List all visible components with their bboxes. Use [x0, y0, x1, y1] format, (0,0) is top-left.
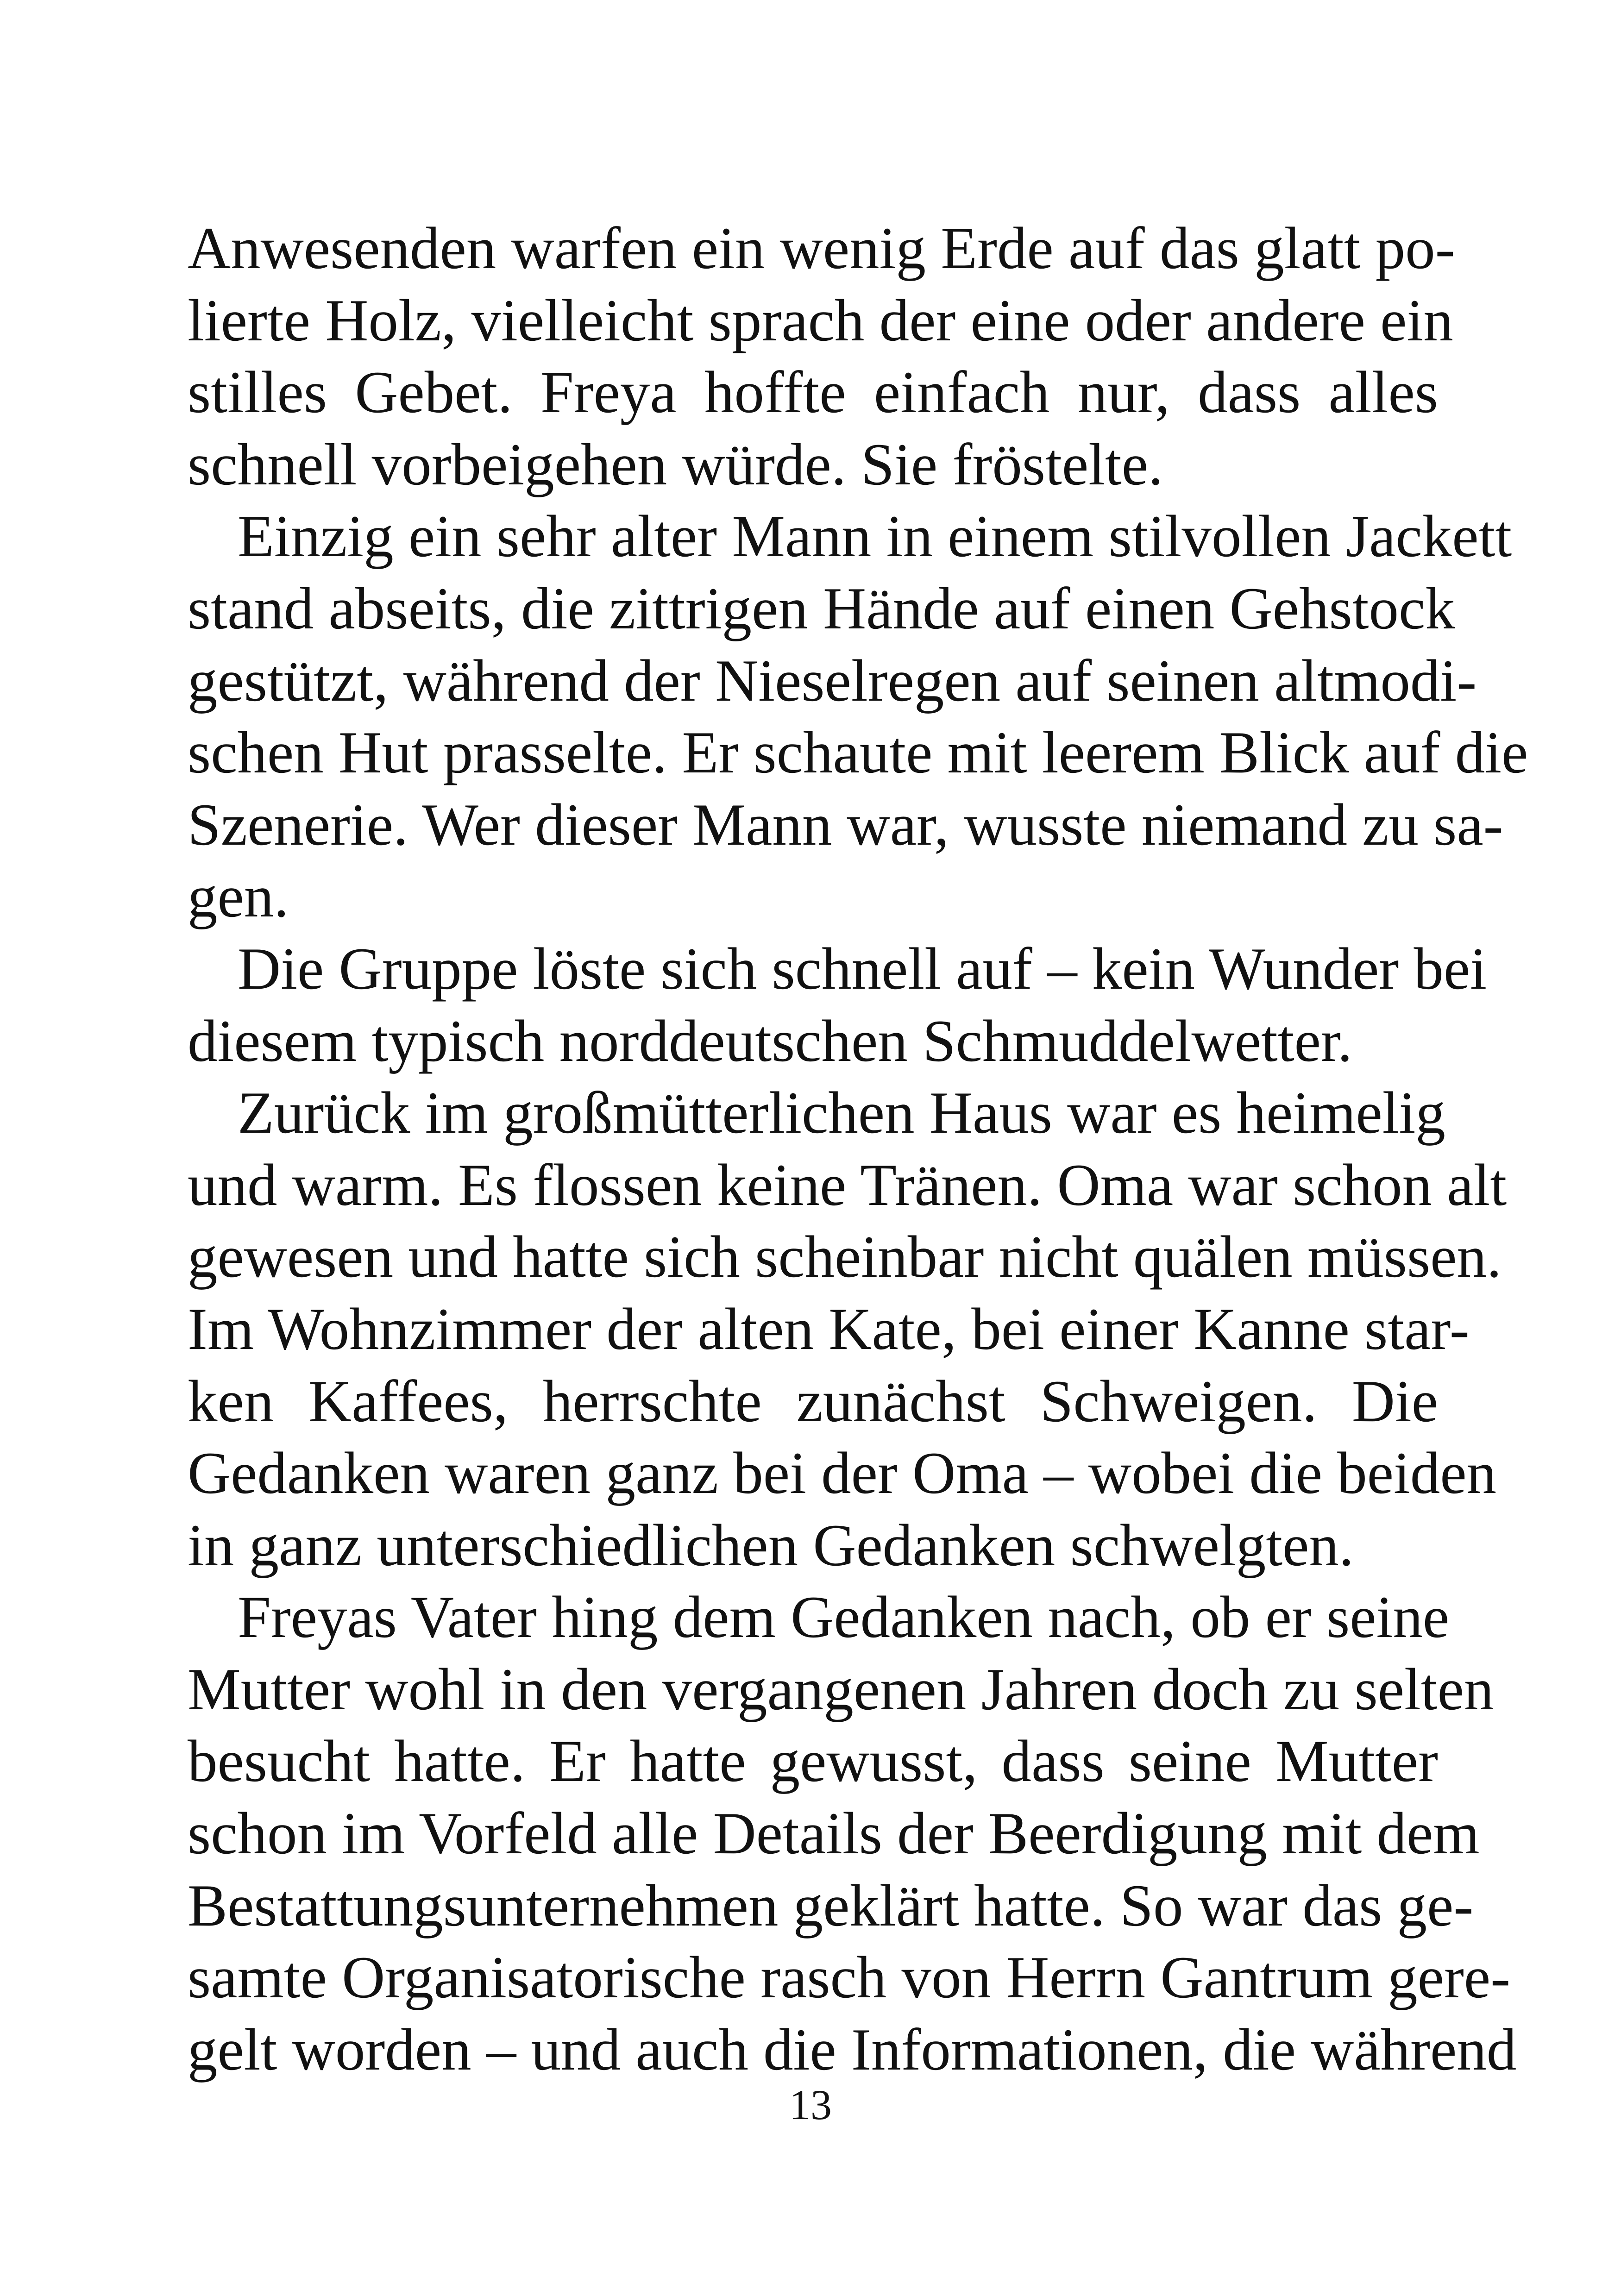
paragraph [188, 500, 1528, 933]
text-line: Mutter wohl in den vergangenen Jahren doch zu selten [188, 1656, 1494, 1722]
paragraph [188, 933, 1487, 1077]
text-line: schon im Vorfeld alle Details der Beerdigung mit dem [188, 1800, 1480, 1867]
paragraph [188, 1077, 1507, 1581]
text-line: gelt worden – und auch die Informationen, die während [188, 2016, 1517, 2083]
text-line: Gedanken waren ganz bei der Oma – wobei die beiden [188, 1440, 1497, 1506]
text-line: Die Gruppe löste sich schnell auf – kein Wunder bei [238, 935, 1487, 1002]
text-line: gestützt, während der Nieselregen auf seinen altmodi- [188, 647, 1477, 714]
text-line: stand abseits, die zittrigen Hände auf einen Gehstock [188, 575, 1455, 641]
text-line: Zurück im großmütterlichen Haus war es heimelig [238, 1079, 1445, 1146]
text-line: besucht hatte. Er hatte gewusst, dass seine Mutter [188, 1728, 1438, 1794]
text-line: in ganz unterschiedlichen Gedanken schwelgten. [188, 1512, 1354, 1578]
text-line: Im Wohnzimmer der alten Kate, bei einer Kanne star- [188, 1295, 1470, 1362]
text-line: schen Hut prasselte. Er schaute mit leerem Blick auf die [188, 719, 1528, 786]
text-line: gewesen und hatte sich scheinbar nicht quälen müssen. [188, 1223, 1502, 1290]
text-line: diesem typisch norddeutschen Schmuddelwetter. [188, 1007, 1352, 1074]
text-line: ken Kaffees, herrschte zunächst Schweigen. Die [188, 1368, 1438, 1434]
text-line: samte Organisatorische rasch von Herrn Gantrum gere- [188, 1944, 1511, 2011]
text-line: Freyas Vater hing dem Gedanken nach, ob er seine [238, 1584, 1450, 1650]
text-line: Bestattungsunternehmen geklärt hatte. So war das ge- [188, 1872, 1474, 1938]
text-line: Anwesenden warfen ein wenig Erde auf das glatt po- [188, 215, 1455, 281]
text-line: und warm. Es flossen keine Tränen. Oma war schon alt [188, 1151, 1507, 1218]
text-line: Szenerie. Wer dieser Mann war, wusste niemand zu sa- [188, 791, 1503, 858]
text-line: lierte Holz, vielleicht sprach der eine oder andere ein [188, 287, 1453, 353]
paragraph [188, 1581, 1517, 2085]
text-line: schnell vorbeigehen würde. Sie fröstelte. [188, 431, 1163, 497]
paragraph [188, 212, 1455, 500]
text-line: gen. [188, 863, 289, 930]
page-number: 13 [789, 2081, 832, 2128]
text-line: Einzig ein sehr alter Mann in einem stilvollen Jackett [238, 503, 1512, 570]
body-text [188, 212, 1528, 2085]
text-line: stilles Gebet. Freya hoffte einfach nur, dass alles [188, 359, 1438, 426]
